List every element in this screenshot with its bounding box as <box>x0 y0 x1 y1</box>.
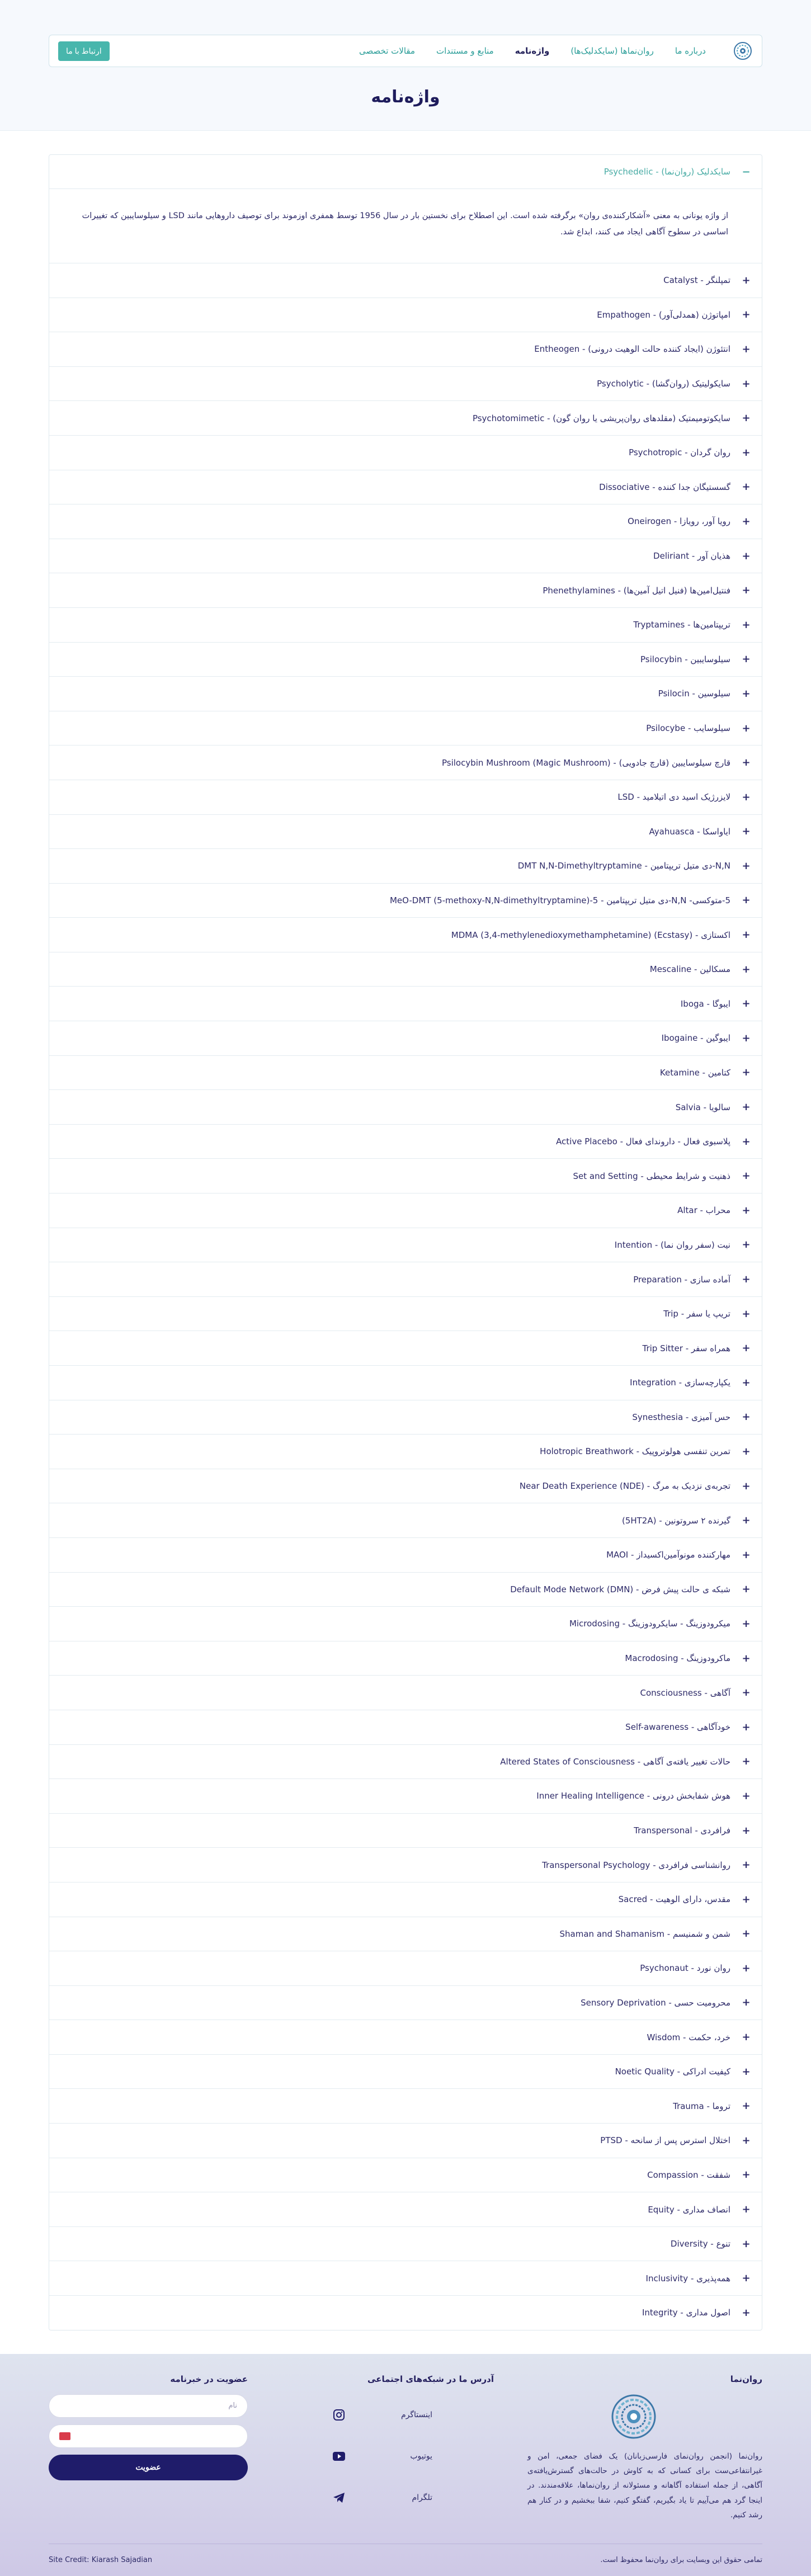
newsletter-phone-field[interactable] <box>49 2424 248 2448</box>
plus-icon: + <box>742 1859 751 1871</box>
accordion-header[interactable] <box>49 504 762 539</box>
accordion-item <box>49 1125 762 1159</box>
accordion-item <box>49 1745 762 1780</box>
plus-icon: + <box>742 1445 751 1457</box>
accordion-header[interactable] <box>49 1159 762 1193</box>
accordion-title: تجربه‌ی نزدیک به مرگ - Near Death Experience (NDE) <box>519 1481 730 1492</box>
accordion-item <box>49 1986 762 2021</box>
accordion-header[interactable] <box>49 1297 762 1331</box>
footer-social <box>326 2374 494 2523</box>
accordion-title: همراه سفر - Trip Sitter <box>642 1343 730 1353</box>
accordion-item <box>49 1400 762 1435</box>
plus-icon: + <box>742 2134 751 2146</box>
accordion-title: آگاهی - Consciousness <box>640 1687 730 1698</box>
accordion-title: محراب - Altar <box>677 1205 730 1216</box>
accordion-item <box>49 711 762 746</box>
plus-icon: + <box>742 1549 751 1561</box>
copyright-text: تمامی حقوق این وبسایت برای روان‌نما محفوظ است. <box>600 2555 762 2564</box>
plus-icon: + <box>742 1687 751 1699</box>
plus-icon: + <box>742 2169 751 2181</box>
accordion-title: شفقت - Compassion <box>647 2169 730 2180</box>
plus-icon: + <box>742 825 751 838</box>
plus-icon: + <box>742 515 751 527</box>
accordion-item <box>49 504 762 539</box>
accordion-header[interactable] <box>49 1676 762 1710</box>
accordion-title: میکرودوزینگ - سایکرودوزینگ - Microdosing <box>569 1619 730 1629</box>
accordion-item <box>49 1814 762 1848</box>
accordion-title: ماکرودوزینگ - Macrodosing <box>625 1653 730 1664</box>
plus-icon: + <box>742 1962 751 1974</box>
accordion-item <box>49 815 762 850</box>
glossary-section <box>0 131 811 2354</box>
accordion-header[interactable] <box>49 2020 762 2054</box>
social-label: اینستاگرم <box>400 2410 432 2419</box>
accordion-item <box>49 1228 762 1263</box>
accordion-title: خودآگاهی - Self-awareness <box>625 1722 730 1733</box>
plus-icon: + <box>742 963 751 975</box>
site-logo[interactable] <box>733 41 753 61</box>
accordion-header[interactable] <box>49 918 762 952</box>
accordion-header[interactable] <box>49 1435 762 1469</box>
footer-columns <box>49 2374 762 2523</box>
plus-icon: + <box>742 1032 751 1044</box>
accordion-title: مسکالین - Mescaline <box>649 964 730 975</box>
accordion-item <box>49 401 762 436</box>
plus-icon: + <box>742 274 751 286</box>
accordion-item <box>49 573 762 608</box>
plus-icon: + <box>742 860 751 872</box>
accordion-title: حالات تغییر یافته‌ی آگاهی - Altered States of Consciousness <box>500 1756 730 1767</box>
accordion-title: کتامین - Ketamine <box>659 1067 730 1078</box>
accordion-item <box>49 1917 762 1952</box>
footer-about-text: روان‌نما (انجمن روان‌نمای فارسی‌زبانان) یک فضای جمعی، امن و غیرانتفاعی‌ست برای کسانی که به کاوش در حالت‌های گسترش‌یافته‌ی آگاهی، از جمله استفاده آگاهانه و مسئولانه از روان‌نماها، علاقه‌مندند. در اینجا گرد هم می‌آییم تا یاد بگیریم، گفتگو کنیم، شفا ببخشیم و در کنار هم رشد کنیم. <box>527 2451 762 2520</box>
accordion-header[interactable] <box>49 1193 762 1228</box>
accordion-header[interactable] <box>49 1641 762 1676</box>
plus-icon: + <box>742 446 751 459</box>
accordion-header[interactable] <box>49 2192 762 2226</box>
social-label: یوتیوب <box>410 2451 432 2461</box>
accordion-item-open <box>49 155 762 263</box>
accordion-item <box>49 1090 762 1125</box>
accordion-header[interactable] <box>49 2089 762 2123</box>
accordion-title: ایاواسکا - Ayahuasca <box>649 826 730 837</box>
accordion-header[interactable] <box>49 1745 762 1779</box>
accordion-header[interactable] <box>49 677 762 711</box>
plus-icon: + <box>742 2204 751 2216</box>
accordion-title: N,N-دی متیل تریپتامین - DMT N,N-Dimethyltryptamine <box>517 861 730 871</box>
plus-icon: + <box>742 2272 751 2285</box>
header-section <box>0 0 811 130</box>
accordion-title: سایکوتومیمتیک (مقلدهای روان‌پریشی یا روان گون) - Psychotomimetic <box>472 413 730 423</box>
accordion-title: انتئوژن (ایجاد کننده حالت الوهیت درونی) - Entheogen <box>534 344 730 355</box>
accordion-item <box>49 436 762 470</box>
accordion-header[interactable] <box>49 2055 762 2089</box>
accordion-header[interactable] <box>49 1503 762 1537</box>
accordion-header[interactable] <box>49 1228 762 1262</box>
accordion-header[interactable] <box>49 1951 762 1985</box>
plus-icon: + <box>742 1824 751 1837</box>
accordion-header[interactable] <box>49 1400 762 1435</box>
footer-newsletter <box>49 2374 248 2523</box>
plus-icon: + <box>742 584 751 597</box>
plus-icon: + <box>742 1342 751 1355</box>
plus-icon: + <box>742 722 751 734</box>
accordion-title: حس آمیزی - Synesthesia <box>632 1412 730 1422</box>
plus-icon: + <box>742 619 751 631</box>
footer-about-title: روان‌نما <box>730 2374 762 2384</box>
accordion-title: مقدس، دارای الوهیت - Sacred <box>618 1894 730 1905</box>
accordion-header[interactable] <box>49 2227 762 2261</box>
mandala-logo-icon <box>611 2394 656 2439</box>
site-credit[interactable]: Site Credit: Kiarash Sajadian <box>49 2555 153 2564</box>
plus-icon: + <box>742 653 751 666</box>
mandala-logo-icon <box>733 41 752 60</box>
accordion-title: هوش شفابخش درونی - Inner Healing Intelligence <box>536 1791 730 1801</box>
accordion-item <box>49 1469 762 1504</box>
accordion-header[interactable] <box>49 401 762 435</box>
top-navbar <box>49 35 762 67</box>
accordion-item <box>49 608 762 643</box>
site-footer <box>0 2354 811 2576</box>
accordion-header[interactable] <box>49 155 762 188</box>
plus-icon: + <box>742 1204 751 1216</box>
accordion-item <box>49 1056 762 1091</box>
accordion-header[interactable] <box>49 436 762 470</box>
accordion-item <box>49 1159 762 1193</box>
accordion-header[interactable] <box>49 1262 762 1296</box>
accordion-item <box>49 1641 762 1676</box>
accordion-title: کیفیت ادراکی - Noetic Quality <box>615 2067 730 2077</box>
accordion-item <box>49 1573 762 1607</box>
accordion-item <box>49 1676 762 1710</box>
accordion-title: هذیان آور - Deliriant <box>653 551 730 562</box>
plus-icon: + <box>742 2100 751 2112</box>
accordion-title: شمن و شمنیسم - Shaman and Shamanism <box>559 1928 730 1939</box>
accordion-item <box>49 1779 762 1814</box>
accordion-title: اختلال استرس پس از سانحه - PTSD <box>600 2135 730 2146</box>
plus-icon: + <box>742 1997 751 2009</box>
accordion-title: محرومیت حسی - Sensory Deprivation <box>581 1997 730 2008</box>
accordion-item <box>49 746 762 780</box>
accordion-header[interactable] <box>49 815 762 849</box>
accordion-header[interactable] <box>49 1710 762 1744</box>
accordion-title: همه‌پذیری - Inclusivity <box>645 2273 730 2284</box>
accordion-header[interactable] <box>49 952 762 987</box>
plus-icon: + <box>742 1308 751 1320</box>
plus-icon: + <box>742 1135 751 1148</box>
accordion-title: سیلوسایب - Psilocybe <box>646 723 730 734</box>
accordion-title: پلاسبوی فعال - داروندای فعال - Active Placebo <box>556 1136 730 1147</box>
accordion-title: یکپارچه‌سازی - Integration <box>630 1377 730 1388</box>
accordion-item <box>49 1710 762 1745</box>
accordion-title: تریپتامین‌ها - Tryptamines <box>633 620 730 630</box>
plus-icon: + <box>742 998 751 1010</box>
accordion-header[interactable] <box>49 1366 762 1400</box>
accordion-title: تمپلنگر - Catalyst <box>663 275 730 286</box>
accordion-title: قارچ سیلوسایبین (قارچ جادویی) - Psilocybin Mushroom (Magic Mushroom) <box>442 757 730 768</box>
footer-bottom-bar <box>49 2544 762 2576</box>
accordion-title: ایبوگین - Ibogaine <box>661 1033 730 1044</box>
nav-link-articles[interactable]: مقالات تخصصی <box>359 46 416 56</box>
accordion-header[interactable] <box>49 2296 762 2330</box>
accordion-item <box>49 987 762 1021</box>
accordion-title: انصاف مداری - Equity <box>648 2204 730 2215</box>
accordion-header[interactable] <box>49 1814 762 1848</box>
accordion-item <box>49 2227 762 2262</box>
plus-icon: + <box>742 1101 751 1114</box>
accordion-item <box>49 2192 762 2227</box>
accordion-title: تروما - Trauma <box>673 2101 730 2111</box>
accordion-title: لایزرژیک اسید دی اتیلامید - LSD <box>617 792 730 803</box>
contact-us-button[interactable]: ارتباط با ما <box>58 41 110 61</box>
accordion-item <box>49 952 762 987</box>
accordion-title: اکستازی - MDMA (3,4-methylenedioxymethamphetamine) (Ecstasy) <box>451 930 730 940</box>
plus-icon: + <box>742 1067 751 1079</box>
accordion-item <box>49 2055 762 2089</box>
accordion-title: فرافردی - Transpersonal <box>634 1825 730 1836</box>
accordion-item <box>49 1883 762 1917</box>
accordion-title: تنوع - Diversity <box>670 2239 730 2249</box>
accordion-header[interactable] <box>49 884 762 918</box>
accordion-header[interactable] <box>49 263 762 298</box>
plus-icon: + <box>742 1756 751 1768</box>
accordion-header[interactable] <box>49 1021 762 1055</box>
plus-icon: + <box>742 1239 751 1251</box>
accordion-header[interactable] <box>49 2261 762 2295</box>
plus-icon: + <box>742 1652 751 1664</box>
plus-icon: + <box>742 1170 751 1182</box>
accordion-item <box>49 2124 762 2158</box>
newsletter-submit-button[interactable]: عضویت <box>49 2455 248 2480</box>
accordion-header[interactable] <box>49 2124 762 2158</box>
accordion-title: نیت (سفر روان نما) - Intention <box>614 1239 730 1250</box>
social-link-telegram[interactable] <box>326 2477 494 2518</box>
instagram-icon <box>332 2408 346 2422</box>
accordion-item <box>49 332 762 367</box>
accordion-item <box>49 2296 762 2330</box>
accordion-title: ذهنیت و شرایط محیطی - Set and Setting <box>573 1171 730 1181</box>
plus-icon: + <box>742 2238 751 2250</box>
plus-icon: + <box>742 1273 751 1286</box>
accordion-item <box>49 677 762 711</box>
accordion-title: روانشناسی فرافردی - Transpersonal Psychology <box>542 1860 730 1870</box>
accordion-title: سیلوسایبین - Psilocybin <box>640 654 730 664</box>
nav-link-psychedelics[interactable]: روان‌نماها (سایکدلیک‌ها) <box>570 46 654 56</box>
accordion-header[interactable] <box>49 987 762 1021</box>
plus-icon: + <box>742 481 751 493</box>
accordion-title: روان نورد - Psychonaut <box>640 1963 730 1974</box>
accordion-header[interactable] <box>49 1607 762 1641</box>
accordion-item <box>49 367 762 402</box>
accordion-header[interactable] <box>49 1986 762 2020</box>
accordion-item <box>49 1435 762 1469</box>
accordion-item <box>49 1503 762 1538</box>
minus-icon: − <box>742 166 751 178</box>
plus-icon: + <box>742 1893 751 1905</box>
plus-icon: + <box>742 929 751 941</box>
accordion-title: ایبوگا - Iboga <box>680 998 730 1009</box>
accordion-title: سایکولیتیک (روان‌گشا) - Psycholytic <box>597 379 730 389</box>
accordion-item <box>49 1951 762 1986</box>
name-placeholder: نام <box>228 2402 237 2410</box>
glossary-accordion <box>49 154 762 2330</box>
plus-icon: + <box>742 550 751 562</box>
youtube-icon <box>332 2449 346 2464</box>
plus-icon: + <box>742 757 751 769</box>
plus-icon: + <box>742 1480 751 1492</box>
accordion-item <box>49 1366 762 1400</box>
country-flag-icon[interactable] <box>59 2432 70 2440</box>
accordion-header[interactable] <box>49 1125 762 1159</box>
accordion-item <box>49 643 762 677</box>
accordion-header[interactable] <box>49 608 762 642</box>
plus-icon: + <box>742 894 751 907</box>
accordion-header[interactable] <box>49 711 762 746</box>
plus-icon: + <box>742 687 751 700</box>
accordion-item <box>49 470 762 505</box>
accordion-header[interactable] <box>49 1090 762 1124</box>
plus-icon: + <box>742 1928 751 1940</box>
accordion-item <box>49 780 762 815</box>
accordion-item <box>49 1297 762 1332</box>
plus-icon: + <box>742 309 751 321</box>
telegram-icon <box>332 2490 346 2505</box>
accordion-item <box>49 1021 762 1056</box>
plus-icon: + <box>742 1617 751 1630</box>
accordion-item <box>49 2261 762 2296</box>
accordion-header[interactable] <box>49 539 762 573</box>
accordion-title: امپاتوژن (همدلی‌آور) - Empathogen <box>597 309 730 320</box>
plus-icon: + <box>742 1790 751 1802</box>
accordion-header[interactable] <box>49 573 762 607</box>
accordion-item <box>49 2158 762 2193</box>
accordion-header[interactable] <box>49 298 762 332</box>
accordion-header[interactable] <box>49 470 762 504</box>
accordion-title: سالویا - Salvia <box>675 1102 730 1112</box>
plus-icon: + <box>742 791 751 803</box>
accordion-header[interactable] <box>49 780 762 814</box>
accordion-title: گسستیگان جدا کننده - Dissociative <box>599 482 730 492</box>
accordion-header[interactable] <box>49 1573 762 1607</box>
accordion-item <box>49 1538 762 1573</box>
accordion-title: فنتیل‌امین‌ها (فنیل اتیل آمین‌ها) - Phenethylamines <box>543 585 730 596</box>
accordion-header[interactable] <box>49 332 762 366</box>
accordion-body: از واژه یونانی به معنی «آشکارکننده‌ی روان» برگرفته شده است. این اصطلاح برای نخستین بار در سال 1956 توسط همفری اوزموند برای توصیف داروهایی مانند LSD و سیلوسایبین که تغییرات اساسی در سطوح آگاهی ایجاد می کنند، ابداع شد. <box>49 188 762 263</box>
accordion-title: روان گردان - Psychotropic <box>629 447 730 458</box>
accordion-item <box>49 918 762 952</box>
accordion-item <box>49 539 762 574</box>
accordion-title: گیرنده ۲ سروتونین - (5HT2A) <box>621 1515 730 1526</box>
social-link-youtube[interactable] <box>326 2436 494 2477</box>
accordion-item <box>49 2020 762 2055</box>
newsletter-title: عضویت در خبرنامه <box>170 2374 248 2384</box>
accordion-header[interactable] <box>49 1848 762 1882</box>
nav-link-about[interactable]: درباره ما <box>675 46 706 56</box>
plus-icon: + <box>742 1721 751 1733</box>
accordion-header[interactable] <box>49 2158 762 2192</box>
nav-links <box>110 46 706 56</box>
accordion-header[interactable] <box>49 1917 762 1951</box>
nav-link-resources[interactable]: منابع و مستندات <box>436 46 494 56</box>
plus-icon: + <box>742 412 751 424</box>
nav-wrapper <box>0 0 811 67</box>
accordion-title: سایکدلیک (روان‌نما) - Psychedelic <box>603 167 730 177</box>
accordion-title: رویا آور، رویازا - Oneirogen <box>628 516 730 527</box>
plus-icon: + <box>742 1376 751 1389</box>
footer-social-title: آدرس ما در شبکه‌های اجتماعی <box>367 2374 494 2384</box>
accordion-item <box>49 884 762 918</box>
nav-link-glossary[interactable]: واژه‌نامه <box>515 46 550 56</box>
accordion-title: تمرین تنفسی هولوتروپیک - Holotropic Breathwork <box>540 1446 730 1457</box>
accordion-title: سیلوسین - Psilocin <box>658 688 730 699</box>
accordion-title: خرد، حکمت - Wisdom <box>647 2032 730 2042</box>
accordion-header[interactable] <box>49 1883 762 1917</box>
accordion-item <box>49 1607 762 1641</box>
accordion-header[interactable] <box>49 367 762 401</box>
accordion-title: تریپ یا سفر - Trip <box>663 1309 730 1319</box>
accordion-title: آماده سازی - Preparation <box>633 1274 730 1285</box>
accordion-title: مهارکننده مونوآمین‌اکسیداز - MAOI <box>606 1550 730 1560</box>
footer-about <box>527 2374 762 2523</box>
accordion-header[interactable] <box>49 1331 762 1365</box>
plus-icon: + <box>742 378 751 390</box>
social-link-instagram[interactable] <box>326 2394 494 2436</box>
social-label: تلگرام <box>412 2493 432 2502</box>
accordion-item <box>49 849 762 884</box>
newsletter-name-field[interactable] <box>49 2394 248 2418</box>
accordion-header[interactable] <box>49 1538 762 1572</box>
accordion-title: 5-متوکسی- N,N-دی متیل تریپتامین - MeO-DMT (5-methoxy-N,N-dimethyltryptamine)-5 <box>389 895 730 905</box>
accordion-item <box>49 2089 762 2124</box>
accordion-item <box>49 1193 762 1228</box>
plus-icon: + <box>742 1515 751 1527</box>
plus-icon: + <box>742 2031 751 2044</box>
accordion-header[interactable] <box>49 1779 762 1813</box>
accordion-header[interactable] <box>49 849 762 883</box>
accordion-header[interactable] <box>49 1469 762 1503</box>
plus-icon: + <box>742 2065 751 2078</box>
accordion-header[interactable] <box>49 1056 762 1090</box>
accordion-item <box>49 298 762 333</box>
accordion-item <box>49 263 762 298</box>
accordion-title: شبکه ی حالت پیش فرض - Default Mode Network (DMN) <box>510 1584 730 1594</box>
accordion-header[interactable] <box>49 746 762 780</box>
accordion-item <box>49 1262 762 1297</box>
accordion-item <box>49 1331 762 1366</box>
accordion-title: اصول مداری - Integrity <box>642 2308 730 2318</box>
plus-icon: + <box>742 1411 751 1423</box>
page-title: واژه‌نامه <box>371 87 440 107</box>
plus-icon: + <box>742 2306 751 2319</box>
plus-icon: + <box>742 343 751 355</box>
accordion-item <box>49 1848 762 1883</box>
plus-icon: + <box>742 1583 751 1596</box>
accordion-header[interactable] <box>49 643 762 677</box>
